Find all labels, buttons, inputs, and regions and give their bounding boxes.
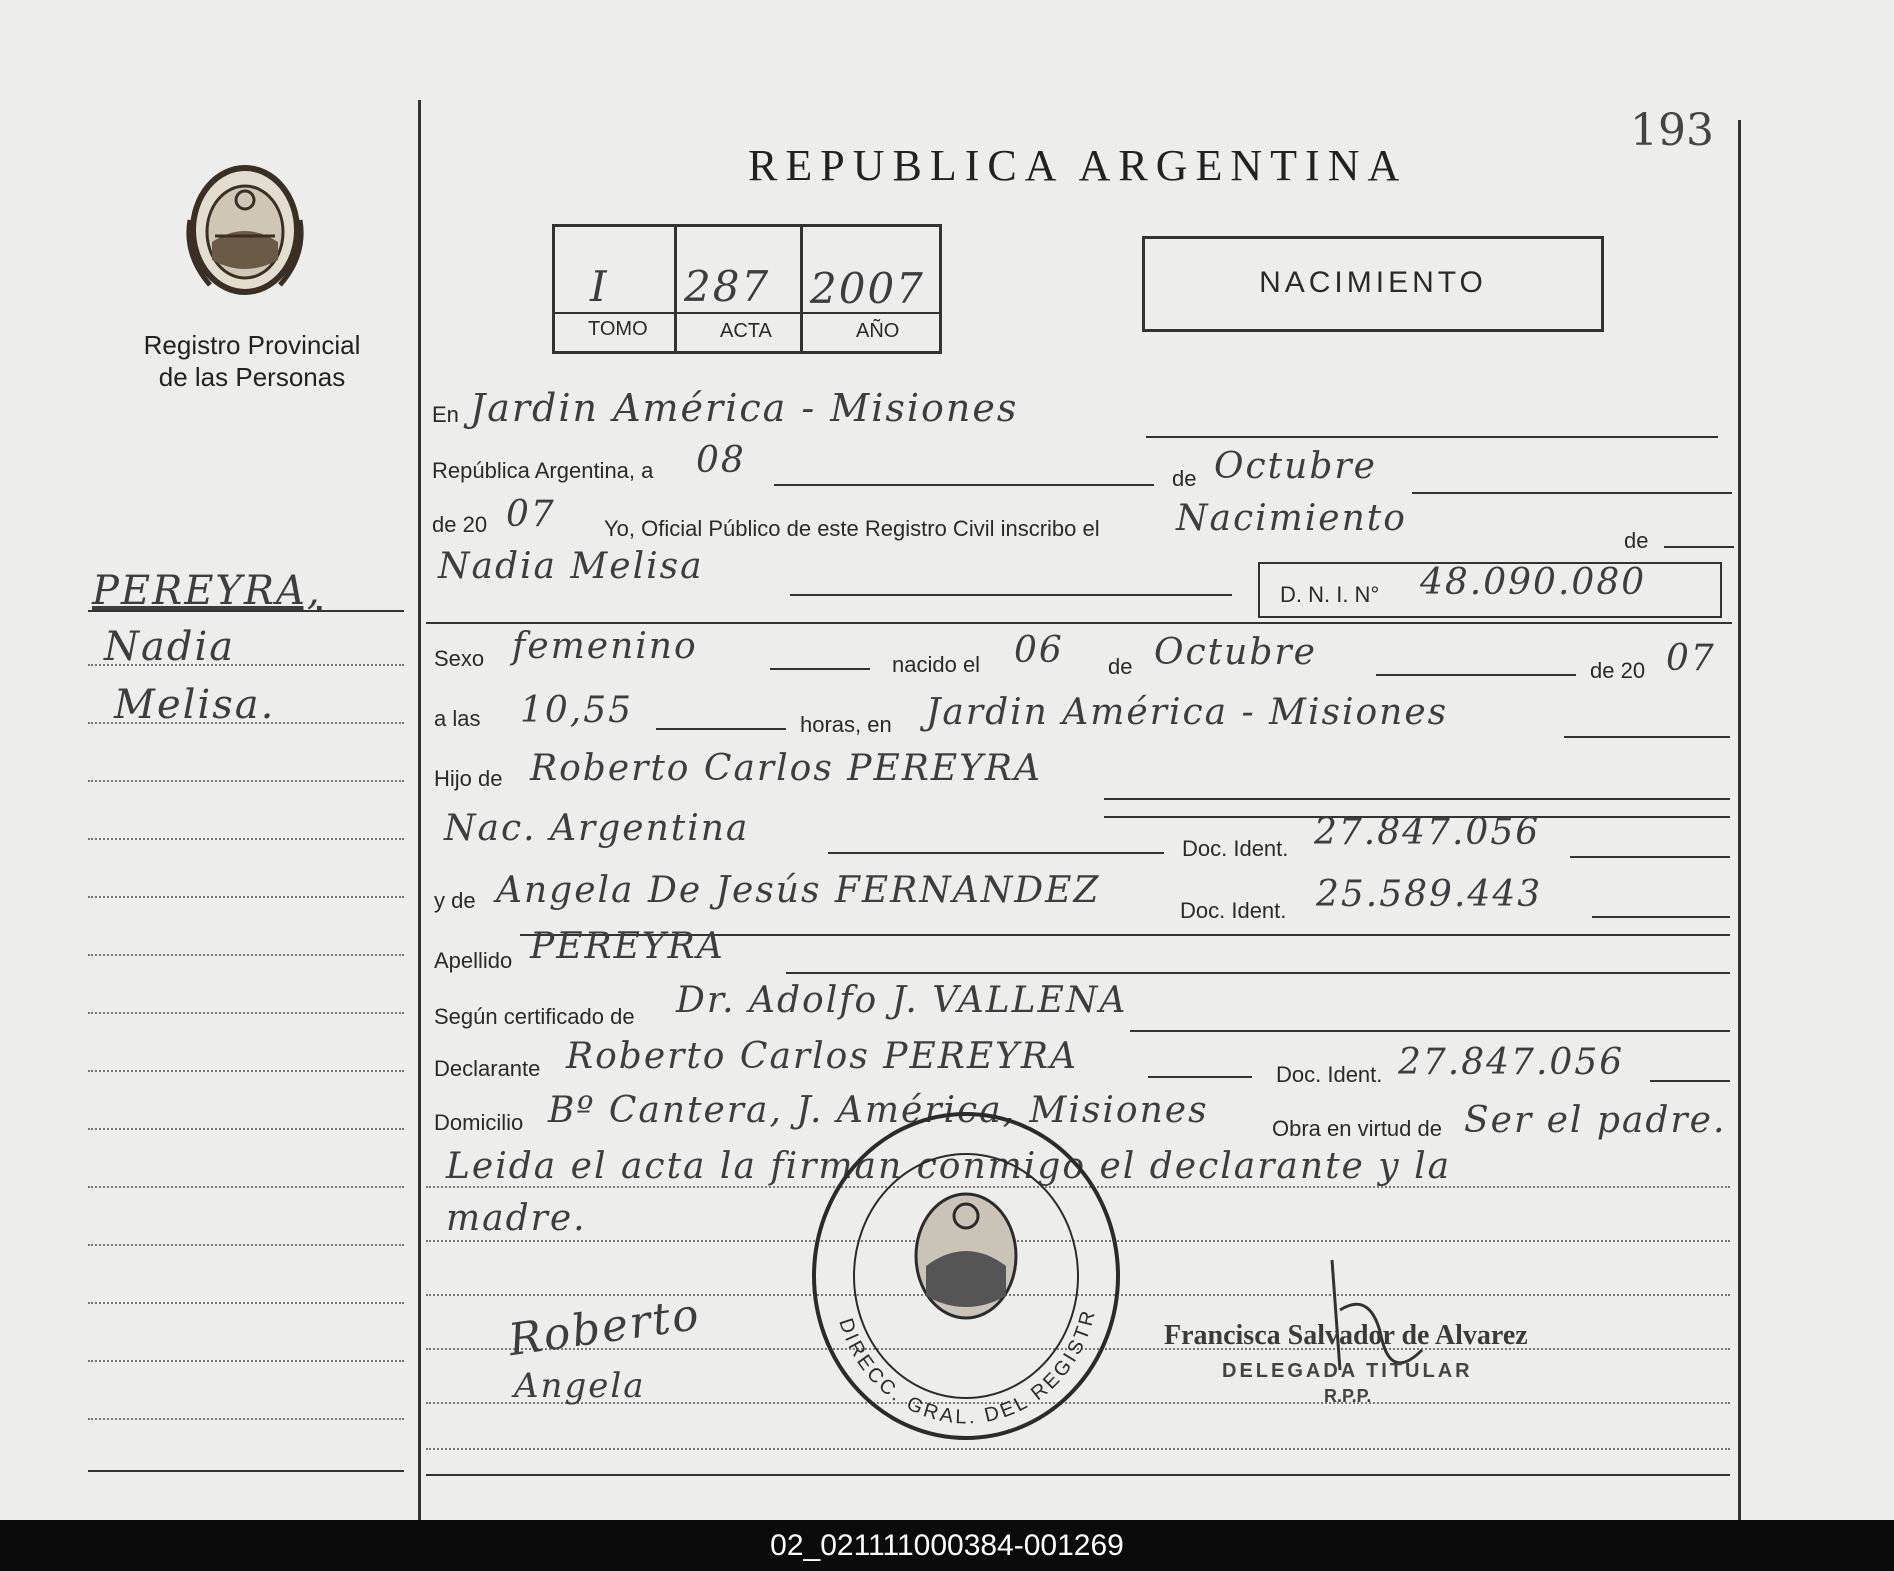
signature-mother: Angela <box>514 1366 646 1406</box>
declarante-doc-underline <box>1650 1080 1730 1082</box>
remarks-line2: madre. <box>446 1198 587 1239</box>
margin-dotted-line <box>88 838 404 840</box>
birth-place-value: Jardin América - Misiones <box>926 692 1449 733</box>
margin-dotted-line <box>88 1302 404 1304</box>
margin-dotted-line <box>88 780 404 782</box>
cert-underline <box>1130 1030 1730 1032</box>
margin-middlename: Melisa. <box>114 682 276 728</box>
remarks-line1: Leida el acta la firman conmigo el declarante y la <box>446 1146 1452 1187</box>
tomo-label: TOMO <box>588 318 648 340</box>
child-name-value: Nadia Melisa <box>438 546 704 587</box>
en-label: En <box>432 402 459 427</box>
sexo-value: femenino <box>512 626 698 667</box>
dni-value: 48.090.080 <box>1420 562 1647 603</box>
mother-doc-value: 25.589.443 <box>1316 874 1543 915</box>
birth-month-underline <box>1376 674 1576 676</box>
place-value: Jardin América - Misiones <box>470 386 1019 430</box>
ano-value: 2007 <box>810 264 925 313</box>
de-label-3: de <box>1108 654 1133 679</box>
right-border-line <box>1738 120 1741 1520</box>
republica-label: República Argentina, a <box>432 458 654 483</box>
father-name-underline <box>1104 798 1730 800</box>
province-seal-logo <box>180 160 310 300</box>
day-underline <box>774 484 1154 486</box>
stamp-outer-text: DIRECC. GRAL. DEL REGISTR <box>834 1306 1101 1429</box>
doc-label: Doc. Ident. <box>1182 836 1289 861</box>
margin-dotted-line <box>88 1360 404 1362</box>
mother-doc-underline <box>1592 916 1730 918</box>
official-stamp <box>806 1106 1126 1446</box>
margin-surname: PEREYRA, <box>92 568 322 614</box>
record-table-divider <box>674 226 677 352</box>
hora-underline <box>656 728 786 730</box>
registry-name-line1: Registro Provincial <box>143 330 361 360</box>
margin-dotted-line <box>88 1186 404 1188</box>
mother-name-value: Angela De Jesús FERNANDEZ <box>496 870 1101 911</box>
apellido-underline <box>786 972 1730 974</box>
hijo-label: Hijo de <box>434 766 503 791</box>
dni-label: D. N. I. N° <box>1280 582 1380 607</box>
margin-bottom-rule <box>88 1470 404 1472</box>
de-label-2: de <box>1624 528 1649 553</box>
margin-dotted-line <box>88 722 404 724</box>
page-number: 193 <box>1630 105 1714 156</box>
cert-value: Dr. Adolfo J. VALLENA <box>676 980 1128 1021</box>
sexo-underline <box>770 668 870 670</box>
domicilio-label: Domicilio <box>434 1110 524 1135</box>
inscribo-label: Yo, Oficial Público de este Registro Civil inscribo el <box>604 516 1100 541</box>
form-bottom-rule <box>426 1474 1730 1476</box>
father-doc-underline <box>1570 856 1730 858</box>
registry-name-line2: de las Personas <box>158 362 346 392</box>
nacido-label: nacido el <box>892 652 981 677</box>
act-underline <box>1664 546 1734 548</box>
year-prefix-label-2: de 20 <box>1590 658 1646 683</box>
margin-divider-line <box>418 100 421 1520</box>
cert-label: Según certificado de <box>434 1004 635 1029</box>
official-title: DELEGADA TITULAR <box>1222 1360 1473 1382</box>
margin-dotted-line <box>88 664 404 666</box>
section-divider <box>426 622 1732 624</box>
image-footer-code: 02_021111000384-001269 <box>0 1520 1894 1571</box>
country-title: REPUBLICA ARGENTINA <box>748 141 1408 190</box>
day-value: 08 <box>696 440 746 481</box>
doc-label-3: Doc. Ident. <box>1276 1062 1383 1087</box>
act-value: Nacimiento <box>1176 498 1407 539</box>
doc-label-2: Doc. Ident. <box>1180 898 1287 923</box>
acta-value: 287 <box>684 262 771 311</box>
obra-value: Ser el padre. <box>1464 1100 1727 1141</box>
margin-firstname: Nadia <box>104 624 236 670</box>
declarante-value: Roberto Carlos PEREYRA <box>566 1036 1078 1077</box>
margin-dotted-line <box>88 1244 404 1246</box>
birth-day-value: 06 <box>1014 630 1064 671</box>
obra-label: Obra en virtud de <box>1272 1116 1442 1141</box>
father-doc-value: 27.847.056 <box>1314 812 1541 853</box>
margin-dotted-line <box>88 1070 404 1072</box>
ano-label: AÑO <box>856 320 900 342</box>
birth-place-underline <box>1564 736 1730 738</box>
month-underline <box>1412 492 1732 494</box>
month-value: Octubre <box>1214 446 1377 487</box>
margin-dotted-line <box>88 1128 404 1130</box>
alas-label: a las <box>434 706 481 731</box>
tomo-value: I <box>590 262 609 311</box>
apellido-label: Apellido <box>434 948 513 973</box>
declarante-label: Declarante <box>434 1056 541 1081</box>
declarante-doc-value: 27.847.056 <box>1398 1042 1625 1083</box>
official-name: Francisca Salvador de Alvarez <box>1164 1320 1528 1351</box>
margin-name-rule <box>88 610 404 612</box>
yde-label: y de <box>434 888 476 913</box>
margin-dotted-line <box>88 1418 404 1420</box>
hora-value: 10,55 <box>520 690 634 731</box>
apellido-value: PEREYRA <box>530 926 725 967</box>
father-nationality-value: Nac. Argentina <box>444 808 750 849</box>
remarks-dotted-line <box>426 1448 1730 1450</box>
child-name-underline <box>790 594 1232 596</box>
year-value: 07 <box>506 494 556 535</box>
year-prefix-label: de 20 <box>432 512 488 537</box>
father-nat-underline <box>828 852 1164 854</box>
de-label: de <box>1172 466 1197 491</box>
place-underline <box>1146 436 1718 438</box>
birth-month-value: Octubre <box>1154 632 1317 673</box>
record-table-divider <box>800 226 803 352</box>
certificate-type: NACIMIENTO <box>1259 266 1487 299</box>
margin-dotted-line <box>88 896 404 898</box>
margin-dotted-line <box>88 1012 404 1014</box>
margin-dotted-line <box>88 954 404 956</box>
birth-year-value: 07 <box>1666 638 1716 679</box>
official-org: R.P.P. <box>1324 1386 1372 1406</box>
horas-label: horas, en <box>800 712 892 737</box>
father-name-value: Roberto Carlos PEREYRA <box>530 748 1042 789</box>
sexo-label: Sexo <box>434 646 485 671</box>
acta-label: ACTA <box>720 320 772 342</box>
declarante-underline <box>1148 1076 1252 1078</box>
signature-father: Roberto <box>505 1288 704 1367</box>
domicilio-value: Bº Cantera, J. América, Misiones <box>548 1090 1209 1131</box>
